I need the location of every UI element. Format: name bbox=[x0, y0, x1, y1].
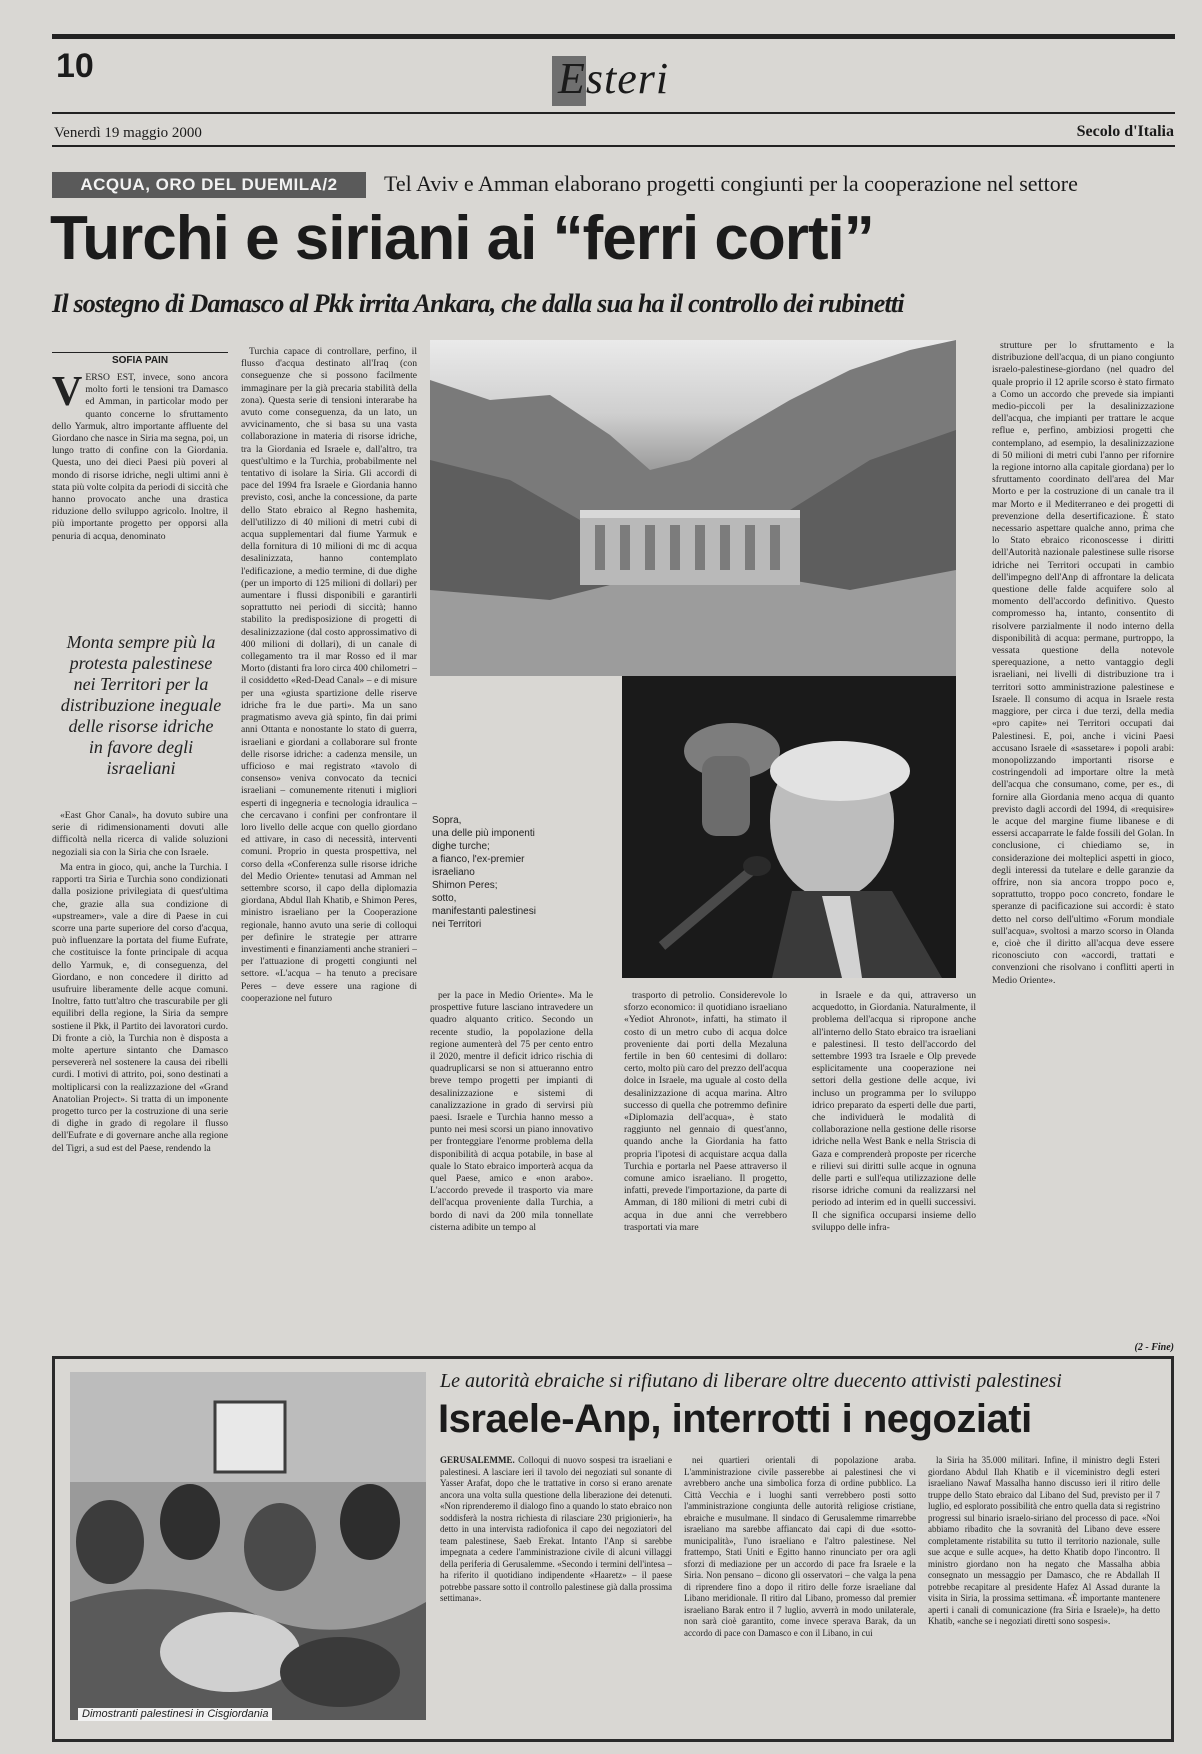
byline-rule bbox=[52, 352, 228, 353]
dam-photo bbox=[430, 340, 956, 676]
dateline: GERUSALEMME. bbox=[440, 1455, 515, 1465]
protest-photo bbox=[70, 1372, 426, 1720]
pull-quote: Monta sempre più la protesta palestinese nei Territori per la distribuzione ineguale delle risorse idriche in favore degli israeliani bbox=[60, 632, 222, 778]
second-headline: Israele-Anp, interrotti i negoziati bbox=[438, 1397, 1032, 1441]
second-text-1: Colloqui di nuovo sospesi tra israeliani e palestinesi. A lasciare ieri il tavolo dei negoziati sul sonante di Yasser Arafat, dopo che le trattative in corso si erano arenate ancora una volta sulla questione della liberazione dei detenuti. «Non riprenderemo il dialogo fino a quando lo stato ebraico non soddisferà la nostra richiesta di rilasciare 230 prigionieri», ha detto in una intervista radiofonica il capo dei negoziatori del team palestinese, Saeb Erekat. Intanto l'Anp si sarebbe impegnata a cedere l'amministrazione civile di alcuni villaggi della periferia di Gerusalemme. «Secondo i termini dell'intesa – ha riferito il quotidiano indipendente «Haaretz» – il paese potrebbe passare sotto il controllo palestinese già dalla prossima settimana». bbox=[440, 1455, 672, 1603]
subheadline: Il sostegno di Damasco al Pkk irrita Ankara, che dalla sua ha il controllo dei rubinetti bbox=[52, 289, 904, 318]
article-column-1c bbox=[52, 862, 228, 1342]
second-kicker: Le autorità ebraiche si rifiutano di liberare oltre duecento attivisti palestinesi bbox=[440, 1370, 1062, 1392]
second-text-2: nei quartieri orientali di popolazione araba. L'amministrazione civile passerebbe ai palestinesi che vi avrebbero anche una simbolica forza di ordine pubblico. La Città Vecchia e i luoghi santi verrebbero posti sotto l'amministrazione congiunta delle autorità religiose cristiane, ebraiche e musulmane. Il sindaco di Gerusalemme rimarrebbe israeliano ma sarebbe affiancato dai capi di due «sotto-municipalità», l'uno israeliano e l'altro palestinese. Nel frattempo, Stati Uniti e Egitto hanno rinunciato per ora agli sforzi di mediazione per un accordo di pace fra Israele e la Siria. Non pensano – dicono gli osservatori – che valga la pena di riprendere fino a dopo il ritiro delle forze israeliane dal Libano meridionale. Il ritiro dal Libano, promesso dal premier israeliano Barak entro il 7 luglio, avverrà in modo unilaterale, non sarà cioè garantito, come invece sperava Barak, da un accordo di pace con Damasco e con il Libano, in cui bbox=[684, 1455, 916, 1638]
article-text-1b: «East Ghor Canal», ha dovuto subire una serie di ridimensionamenti dovuti alle difficoltà nella ricerca di valide soluzioni negoziali sia con la Siria che con Israele. bbox=[52, 810, 228, 858]
photo-caption bbox=[432, 814, 612, 931]
byline: SOFIA PAIN bbox=[111, 355, 169, 366]
article-column-5 bbox=[812, 990, 976, 1342]
article-column-3 bbox=[430, 990, 593, 1342]
protest-photo-caption: Dimostranti palestinesi in Cisgiordania bbox=[78, 1708, 272, 1721]
dam-illustration bbox=[430, 340, 956, 676]
header-rule bbox=[52, 112, 1175, 114]
second-column-3 bbox=[928, 1455, 1160, 1737]
caption-line: manifestanti palestinesi bbox=[432, 906, 536, 917]
page-number: 10 bbox=[56, 47, 94, 85]
caption-line: israeliano bbox=[432, 867, 475, 878]
article-text-4: trasporto di petrolio. Considerevole lo sforzo economico: il quotidiano israeliano «Yediot Ahronot», infatti, ha stimato il costo di un metro cubo di acqua dolce proveniente dai porti della Mezaluna fertile in ben 60 centesimi di dollaro: certo, molto più caro del prezzo dell'acqua dolce in Israele, ma uguale al costo della desalinizzazione di acqua marina. Altro successo di quella che potremmo definire «Diplomazia dell'acqua», è stato raggiunto nel gennaio di quest'anno, quando anche la Giordania ha fatto propria l'ipotesi di acquistare acqua dalla Turchia e portarla nel Paese attraverso il comune amico israeliano. Il progetto, infatti, prevede l'importazione, da parte di Amman, di 180 milioni di metri cubi di acqua in due anni che verrebbero trasportati via mare bbox=[624, 990, 787, 1233]
caption-line: Shimon Peres; bbox=[432, 880, 498, 891]
article-column-1 bbox=[52, 372, 228, 624]
peres-illustration bbox=[622, 676, 956, 978]
article-text-1c: Ma entra in gioco, qui, anche la Turchia. I rapporti tra Siria e Turchia sono condizionati dalla posizione privilegiata di quest'ultima che, grazie alla sua condizione di «upstreamer», vale a dire di Paese in cui scorre una parte superiore del corso d'acqua, può influenzare la portata del fiume Eufrate, che costituisce la fonte principale di acqua dello Yarmuk, e, di conseguenza, del Giordano, e non concedere il diritto ad usufruire liberamente delle acque comuni. Inoltre, fatto tutt'altro che trascurabile per gli equilibri della regione, la Siria da sempre sostiene il Pkk, il Partito dei lavoratori curdo. Di fronte a ciò, la Turchia non è disposta a molte aperture sintanto che Damasco persevererà nel sostenere la causa dei ribelli curdi. I motivi di attrito, poi, sono destinati a moltiplicarsi con la realizzazione del «Grand Anatolian Project». Si tratta di un imponente progetto turco per la costruzione di una serie di dighe in grado di regolare il flusso dell'Eufrate e di governare anche alla regione del Tigri, a sud est del Paese, rendendo la bbox=[52, 862, 228, 1154]
article-text-1a: ERSO EST, invece, sono ancora molto forti le tensioni tra Damasco ed Amman, in particolar modo per quanto concerne lo sfruttamento dello Yarmuk, altro importante affluente del Giordano che nasce in Siria ma segna, poi, un lungo tratto di confine con la Giordania. Questa, uno dei dieci Paesi più poveri al mondo di risorse idriche, negli ultimi anni è stata più volte colpita da periodi di siccità che hanno provocato anche una drastica riduzione dello sviluppo agricolo. Inoltre, il più importante progetto per opporsi alla penuria di acqua, denominato bbox=[52, 372, 228, 542]
kicker: Tel Aviv e Amman elaborano progetti congiunti per la cooperazione nel settore bbox=[384, 171, 1078, 196]
section-title: Esteri bbox=[558, 54, 670, 103]
second-column-2 bbox=[684, 1455, 916, 1737]
article-column-1b bbox=[52, 810, 228, 858]
article-text-3: per la pace in Medio Oriente». Ma le prospettive future lasciano intravedere un quadro alquanto critico. Secondo un recente studio, la popolazione della regione aumenterà del 75 per cento entro il 2020, mentre il deficit idrico rischia di quadruplicarsi se non si attueranno entro breve tempo progetti per impianti di desalinizzazione e sistemi di canalizzazione in grado di servirsi più paesi. Israele e Turchia hanno messo a punto nei mesi scorsi un piano innovativo per fronteggiare l'enorme problema della disponibilità di acqua potabile, in base al quale lo Stato ebraico importerà acqua da quel Paese, amico e «non arabo». L'accordo prevede il trasporto via mare dell'acqua proveniente dalla Turchia, a bordo di navi da 200 mila tonnellate cisterna adibite un tempo al bbox=[430, 990, 593, 1233]
top-rule bbox=[52, 34, 1175, 39]
headline: Turchi e siriani ai “ferri corti” bbox=[50, 204, 874, 273]
protest-illustration bbox=[70, 1372, 426, 1720]
article-column-6 bbox=[992, 340, 1174, 1340]
caption-line: a fianco, l'ex-premier bbox=[432, 854, 525, 865]
newspaper-name: Secolo d'Italia bbox=[1076, 123, 1174, 140]
caption-line: nei Territori bbox=[432, 919, 482, 930]
article-text-2: Turchia capace di controllare, perfino, il flusso d'acqua destinato all'Iraq (con conseguenze che si possono facilmente immaginare per la già precaria stabilità della zona). Questa serie di tensioni interarabe ha avuto come conseguenza, da un lato, un avvicinamento, che si basa su una vasta collaborazione in materia di risorse idriche, tra la Giordania ed Israele e, dall'altro, tra quest'ultimo e la Turchia, probabilmente nel tentativo di isolare la Siria. Gli accordi di pace del 1994 fra Israele e Giordania hanno previsto, così, anche la concessione, da parte dello Stato ebraico al Regno hashemita, dell'utilizzo di 40 milioni di metri cubi di acqua supplementari dal fiume Yarmuk e della fornitura di 10 milioni di mc di acqua desalinizzata, hanno contemplato l'edificazione, a medio termine, di due dighe (per un importo di 125 milioni di dollari) per aumentare i flussi disponibili e garantirli soprattutto nei periodi di siccità; hanno stabilito la predisposizione di progetti di desalinizzazione (dal costo approssimativo di 400 milioni di dollari), di un canale di collegamento tra il mar Rosso ed il mar Morto (distanti fra loro circa 400 chilometri – il cosiddetto «Red-Dead Canal» – e di misure per una «giusta spartizione delle riserve idriche fra le due parti». Ma un sano pragmatismo aveva già spinto, fin dai primi anni Ottanta e nonostante lo stato di guerra, israeliani e giordani a collaborare sul fronte delle risorse idriche: a cadenza mensile, un ufficioso e mai registrato «tavolo di consenso» veniva convocato da tecnici israeliani – comunemente ritenuti i migliori esperti di ingegneria e tecnologia idraulica – che cercavano i confini per confrontare il loro livello delle acque con quello giordano ed attivare, in caso di necessità, interventi comuni. Proprio in questa prospettiva, nel corso della «Conferenza sulle risorse idriche del Medio Oriente» tenutasi ad Amman nel settembre scorso, il capo della diplomazia giordana, Abdul Ilah Khatib, e Shimon Peres, ministro israeliano per la Cooperazione regionale, hanno avuto una serie di colloqui per definire le strategie per attrarre investimenti e finanziamenti anche stranieri – per l'attuazione di progetti congiunti nel settore. «L'acqua – ha tenuto a precisare Peres – deve essere una ragione di cooperazione nel futuro bbox=[241, 346, 417, 1004]
article-column-4 bbox=[624, 990, 787, 1342]
caption-line: dighe turche; bbox=[432, 841, 490, 852]
second-column-1 bbox=[440, 1455, 672, 1737]
date-rule bbox=[52, 145, 1175, 147]
caption-line: sotto, bbox=[432, 893, 457, 904]
caption-line: Sopra, bbox=[432, 815, 462, 826]
article-column-2 bbox=[241, 346, 417, 1344]
issue-date: Venerdì 19 maggio 2000 bbox=[54, 125, 202, 141]
article-text-5: in Israele e da qui, attraverso un acquedotto, in Giordania. Naturalmente, il problema dell'acqua si ripropone anche all'interno dello Stato ebraico tra israeliani e palestinesi. Il testo dell'accordo del settembre 1993 tra Israele e Olp prevede esplicitamente una cooperazione nei settori della gestione delle acque, ivi incluso un programma per lo sviluppo idrico preparato da esperti delle due parti, che individuerà le modalità di collaborazione nella gestione delle risorse idriche nella West Bank e nella Striscia di Gaza e comprenderà proposte per ricerche e rilievi sui diritti sulle acque in ognuna delle parti e sull'equa utilizzazione delle risorse idriche comuni da realizzarsi nel periodo ad interim ed in quelli successivi. Il che significa occuparsi insieme dello sviluppo delle infra- bbox=[812, 990, 976, 1233]
peres-photo bbox=[622, 676, 956, 978]
drop-cap: V bbox=[52, 372, 83, 415]
caption-line: una delle più imponenti bbox=[432, 828, 535, 839]
second-text-3: la Siria ha 35.000 militari. Infine, il ministro degli Esteri giordano Abdul Ilah Khatib e il viceministro degli esteri israeliano Nawaf Massalha hanno discusso ieri il ritiro delle truppe dello Stato ebraico dal Libano del Sud, previsto per il 7 luglio, ed esplorato possibilità che entro quella data si registrino progressi sul binario israelo-siriano del processo di pace. «Noi abbiamo ribadito che la sovranità del Libano deve essere completamente ristabilita su tutto il territorio nazionale, sulle sue acque e sulle acque», ha detto Khatib dopo l'incontro. Il ministro giordano non ha negato che Massalha abbia consegnato un messaggio per Damasco, che re Abdallah II potrebbe recapitare al presidente Hafez Al Assad durante la visita in Siria, la prossima settimana. «È importante mantenere aperti i canali di comunicazione (fra Siria e Israele)», ha detto Khatib, «anche se i negoziati diretti sono sospesi». bbox=[928, 1455, 1160, 1626]
series-label: ACQUA, ORO DEL DUEMILA/2 bbox=[52, 172, 366, 198]
article-text-6: strutture per lo sfruttamento e la distribuzione dell'acqua, di un piano congiunto israelo-palestinese-giordano (nel quadro del quale proprio il 12 aprile scorso è stato firmato a Como un accordo che prevede sia impianti medio-piccoli per la desalinizzazione dell'acqua, che impianti per trattare le acque reflue e, perfino, ambiziosi progetti che contemplano, ad esempio, la desalinizzazione di 50 milioni di metri cubi l'anno per rifornire la regione intorno alla capitale giordana) per lo sfruttamento coordinato dell'area del Mar Morto e per la costruzione di un canale tra il mar Morto e il Mediterraneo e dei progetti di prevenzione della desertificazione. È stato necessario aspettare qualche anno, prima che lo Stato ebraico riconoscesse i diritti dell'Autorità nazionale palestinese sulle risorse idriche nei Territori occupati in cambio dell'impegno dell'Anp di affrontare la delicata questione delle falde acquifere solo al momento dell'accordo definitivo. Questo compromesso ha, intanto, consentito di risolvere parzialmente il nodo interno della disponibilità di acqua: permane, purtroppo, la vessata questione della notevole sperequazione, a netto vantaggio degli israeliani, nei livelli di distribuzione tra i territori sotto amministrazione palestinese e Israele. Il consumo di acqua in Israele resta maggiore, per circa i due terzi, della media «pro capite» nei Territori occupati dai Palestinesi. E, poi, anche i vicini Paesi accusano Israele di «sassetare» i popoli arabi: monopolizzando importanti risorse e costringendoli ad importare oltre la metà dell'acqua che consumano, come, per es., di fornire alla Giordania meno acqua di quanto previsto dagli accordi del 1994, di «requisire» le acque del margine fiume libanese e di essersi accaparrate le falde fossili del Golan. In conclusione, ci chiediamo se, in considerazione dei molteplici aspetti in gioco, degli interessi da tutelare e delle garanzie da offrire, non sia ancora troppo poco e, soprattutto, troppo poco concreto, fondare le speranze di pacificazione sui accordi: è stato detto nel corso dell'ultimo «Forum mondiale sull'acqua», svoltosi a marzo scorso in Olanda e, cioè che il diritto all'acqua deve essere riconosciuto con «accordi, trattati e convenzioni che risolvano i conflitti aperti in Medio Oriente». bbox=[992, 340, 1174, 986]
end-note: (2 - Fine) bbox=[1134, 1342, 1174, 1353]
